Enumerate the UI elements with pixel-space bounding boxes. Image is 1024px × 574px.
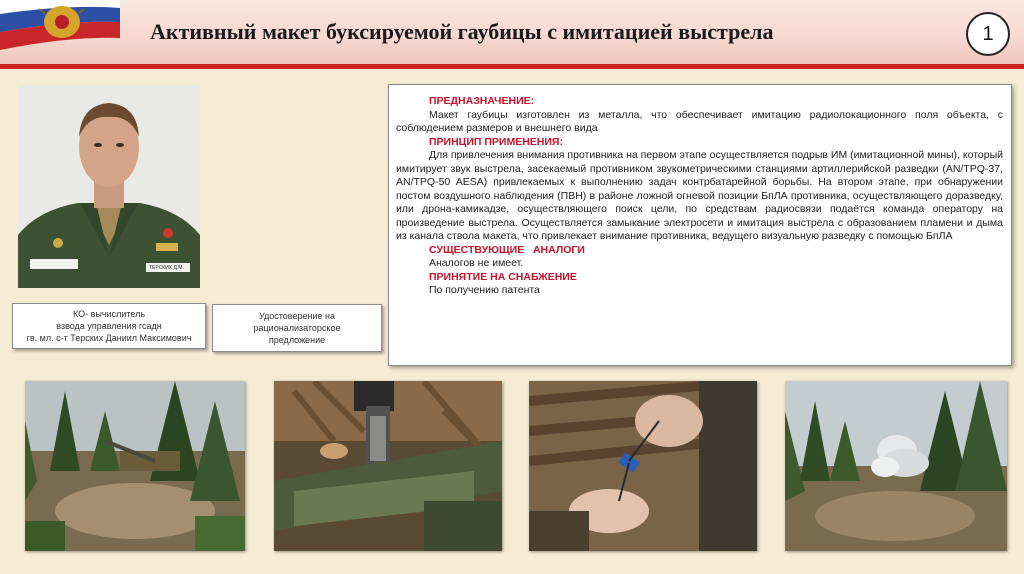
photo-wiring-hands	[529, 381, 757, 551]
page-title: Активный макет буксируемой гаубицы с имитацией выстрела	[150, 19, 774, 44]
person-position: КО- вычислитель	[72, 309, 146, 319]
photo-simulated-shot-smoke	[785, 381, 1007, 551]
soldier-portrait	[18, 85, 200, 288]
certificate-line-1: Удостоверение на	[259, 311, 335, 321]
adoption-text: По получению патента	[429, 284, 540, 296]
purpose-text: Макет гаубицы изготовлен из металла, что обеспечивает имитацию радиолокационного поля объекта, с соблюдением размеров и внешнего вида	[396, 108, 1003, 134]
header-divider	[0, 64, 1024, 69]
principle-text: Для привлечения внимания противника на первом этапе осуществляется подрыв ИМ (имитационной мины), который имитирует звук выстрела, засекаемый противником звукометрическими станциями артиллерийской разведки (AN/TPQ-37, AN/TPQ-50 AESA) привлекаемых к выполнению задач контрбатарейной борьбы. На втором этапе, при обнаружении постом воздушного наблюдения (ПВН) в районе ложной огневой позиции БпЛА противника, осуществляющего доразведку, или дрона-камикадзе, осуществляющего поиск цели, по средствам радиосвязи подаётся команда оператору на произведение выстрела. Осуществляется замыкание электросети и имитация выстрела с образованием пламени и дыма из канала ствола макета, что привлекает внимание противника, ведущего визуальную разведку с помощью БпЛА	[396, 149, 1003, 242]
header-bar	[0, 0, 1024, 66]
uniform-name-tag: ТЕРСКИХ Д.М.	[149, 265, 184, 271]
person-rank-name: гв. мл. с-т Терских Даниил Максимович	[26, 333, 192, 343]
flag-emblem-icon	[0, 0, 120, 60]
page-number-badge: 1	[966, 12, 1010, 56]
adoption-heading: ПРИНЯТИЕ НА СНАБЖЕНИЕ	[429, 270, 577, 283]
photo-forest-position	[25, 381, 245, 551]
certificate-line-2: рационализаторское	[253, 323, 341, 333]
person-unit: взвода управления гсадн	[56, 321, 162, 331]
analogs-text: Аналогов не имеет.	[429, 257, 524, 269]
photo-barrel-closeup	[274, 381, 502, 551]
certificate-caption	[212, 304, 382, 352]
certificate-line-3: предложение	[268, 335, 326, 345]
analogs-heading: СУЩЕСТВУЮЩИЕ АНАЛОГИ	[429, 243, 585, 256]
info-panel	[388, 84, 1012, 366]
principle-heading: ПРИНЦИП ПРИМЕНЕНИЯ:	[429, 135, 563, 148]
person-caption	[12, 303, 206, 349]
purpose-heading: ПРЕДНАЗНАЧЕНИЕ:	[429, 95, 535, 107]
